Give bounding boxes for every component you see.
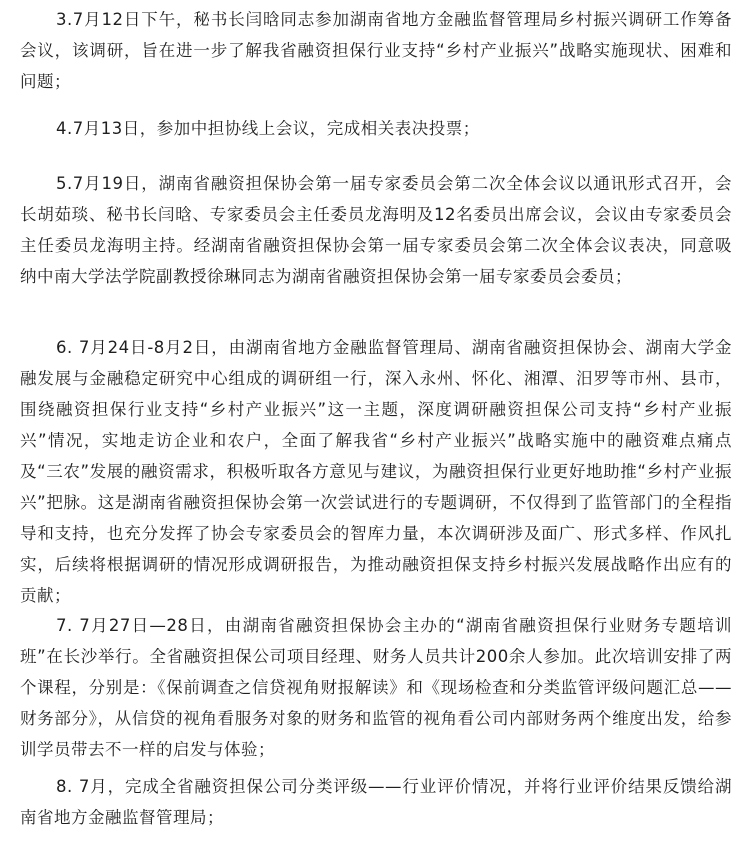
paragraph-item-8: 8. 7月，完成全省融资担保公司分类评级——行业评价情况，并将行业评价结果反馈给湖南省地方金融监督管理局； bbox=[20, 777, 732, 827]
paragraph-item-5: 5.7月19日，湖南省融资担保协会第一届专家委员会第二次全体会议以通讯形式召开，会长胡茹琰、秘书长闫晗、专家委员会主任委员龙海明及12名委员出席会议，会议由专家委员会主任委员龙海明主持。经湖南省融资担保协会第一届专家委员会第二次全体会议表决，同意吸纳中南大学法学院副教授徐琳同志为湖南省融资担保协会第一届专家委员会委员； bbox=[20, 174, 732, 286]
paragraph-item-6: 6. 7月24日-8月2日，由湖南省地方金融监督管理局、湖南省融资担保协会、湖南大学金融发展与金融稳定研究中心组成的调研组一行，深入永州、怀化、湘潭、汨罗等市州、县市，围绕融资担保行业支持“乡村产业振兴”这一主题，深度调研融资担保公司支持“乡村产业振兴”情况，实地走访企业和农户，全面了解我省“乡村产业振兴”战略实施中的融资难点痛点及“三农”发展的融资需求，积极听取各方意见与建议，为融资担保行业更好地助推“乡村产业振兴”把脉。这是湖南省融资担保协会第一次尝试进行的专题调研，不仅得到了监管部门的全程指导和支持，也充分发挥了协会专家委员会的智库力量，本次调研涉及面广、形式多样、作风扎实，后续将根据调研的情况形成调研报告，为推动融资担保支持乡村振兴发展战略作出应有的贡献； bbox=[20, 338, 732, 605]
paragraph-item-7: 7. 7月27日—28日，由湖南省融资担保协会主办的“湖南省融资担保行业财务专题培训班”在长沙举行。全省融资担保公司项目经理、财务人员共计200余人参加。此次培训安排了两个课程，分别是：《保前调查之信贷视角财报解读》和《现场检查和分类监管评级问题汇总——财务部分》，从信贷的视角看服务对象的财务和监管的视角看公司内部财务两个维度出发，给参训学员带去不一样的启发与体验； bbox=[20, 616, 732, 759]
paragraph-item-4: 4.7月13日，参加中担协线上会议，完成相关表决投票； bbox=[56, 119, 480, 138]
paragraph-item-3: 3.7月12日下午，秘书长闫晗同志参加湖南省地方金融监督管理局乡村振兴调研工作筹备会议，该调研，旨在进一步了解我省融资担保行业支持“乡村产业振兴”战略实施现状、困难和问题； bbox=[20, 10, 732, 91]
